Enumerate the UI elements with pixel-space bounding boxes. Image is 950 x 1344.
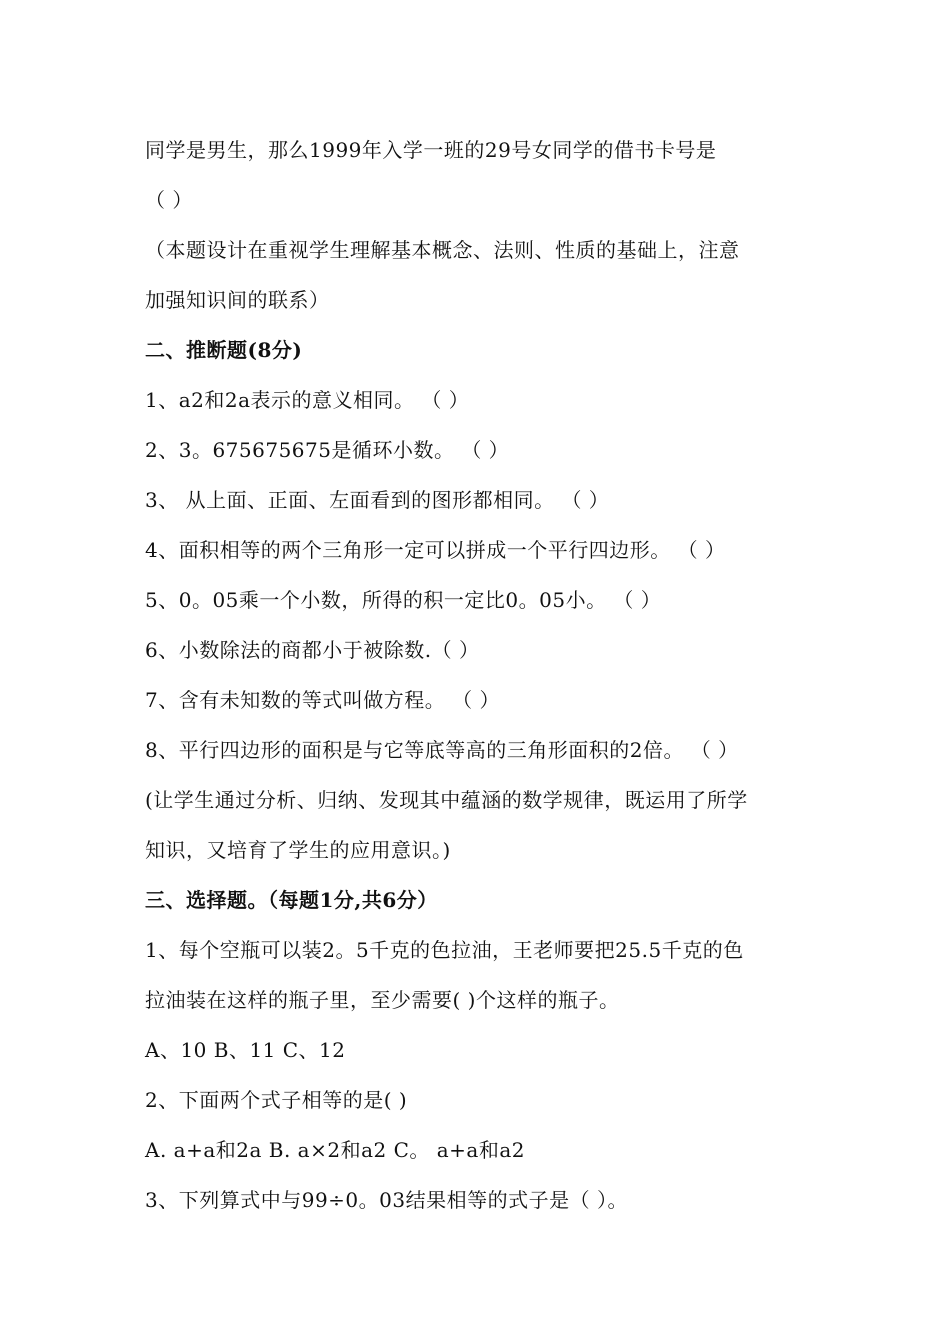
question-item: 3、 从上面、正面、左面看到的图形都相同。 （ ） [145, 488, 610, 512]
question-item: 5、0。05乘一个小数，所得的积一定比0。05小。 （ ） [145, 588, 662, 612]
question-item: 3、下列算式中与99÷0。03结果相等的式子是（ ）。 [145, 1188, 628, 1212]
answer-options: A、10 B、11 C、12 [145, 1038, 346, 1062]
question-item: 8、平行四边形的面积是与它等底等高的三角形面积的2倍。 （ ） [145, 738, 739, 762]
text-line: 知识，又培育了学生的应用意识。) [145, 838, 451, 862]
text-line: 拉油装在这样的瓶子里，至少需要( )个这样的瓶子。 [145, 988, 620, 1012]
section-heading-choice: 三、选择题。（每题1分,共6分） [145, 888, 438, 912]
question-item: 7、含有未知数的等式叫做方程。 （ ） [145, 688, 500, 712]
question-item: 6、小数除法的商都小于被除数.（ ） [145, 638, 480, 662]
answer-options: A. a+a和2a B. a×2和a2 C。 a+a和a2 [145, 1138, 526, 1162]
question-item: 1、每个空瓶可以装2。5千克的色拉油，王老师要把25.5千克的色 [145, 938, 744, 962]
question-item: 4、面积相等的两个三角形一定可以拼成一个平行四边形。 （ ） [145, 538, 726, 562]
text-line: （本题设计在重视学生理解基本概念、法则、性质的基础上，注意 [145, 238, 740, 262]
text-line: (让学生通过分析、归纳、发现其中蕴涵的数学规律，既运用了所学 [145, 788, 748, 812]
text-line: 同学是男生，那么1999年入学一班的29号女同学的借书卡号是 [145, 138, 717, 162]
question-item: 2、下面两个式子相等的是( ) [145, 1088, 408, 1112]
question-item: 2、3。675675675是循环小数。 （ ） [145, 438, 510, 462]
question-item: 1、a2和2a表示的意义相同。 （ ） [145, 388, 470, 412]
text-line: （ ） [145, 188, 193, 212]
text-line: 加强知识间的联系） [145, 288, 330, 312]
section-heading-judgement: 二、推断题(8分) [145, 338, 303, 362]
